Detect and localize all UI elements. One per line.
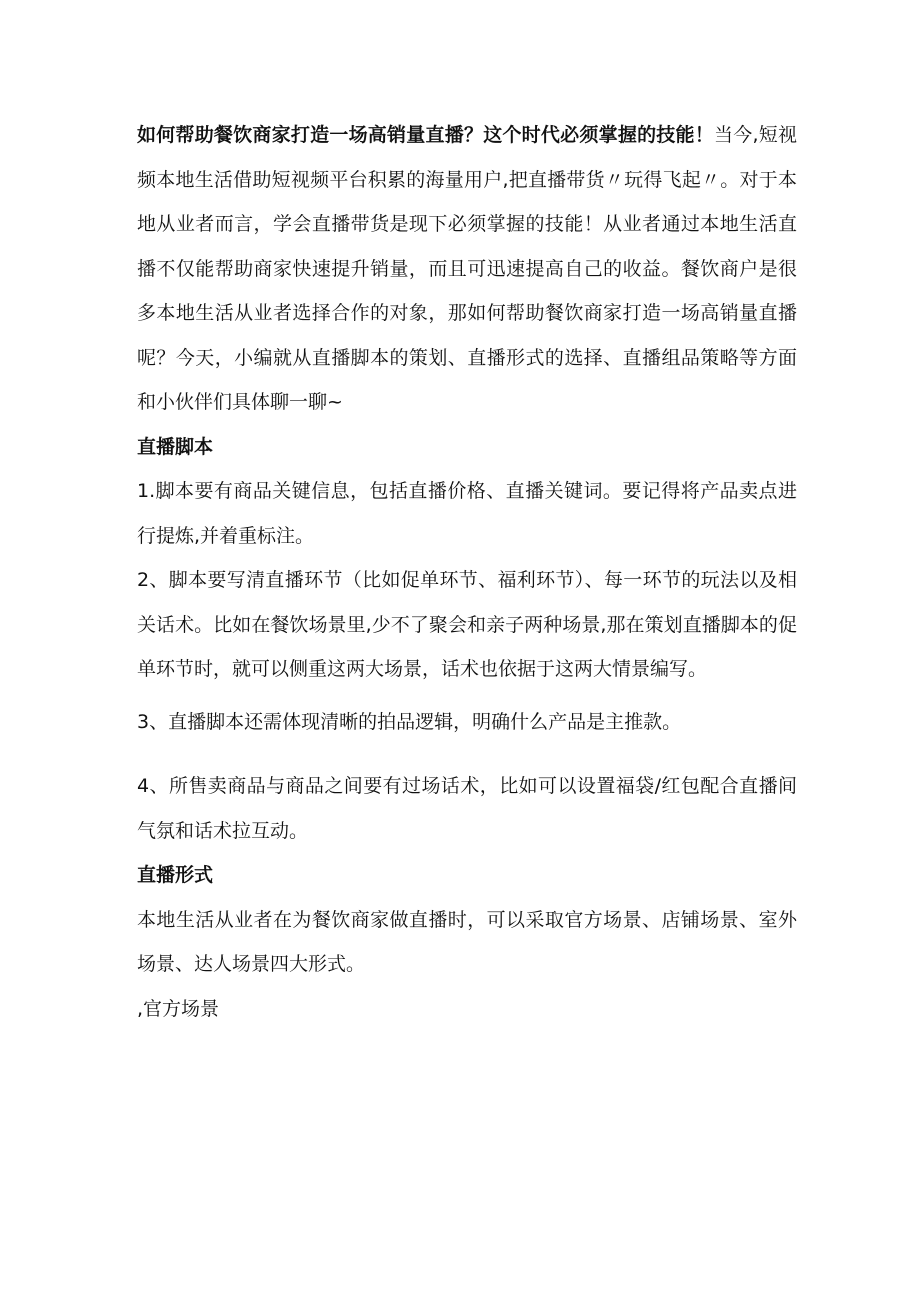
section-heading-format: 直播形式 — [137, 864, 214, 886]
spacer — [137, 692, 797, 700]
format-paragraph: 本地生活从业者在为餐饮商家做直播时，可以采取官方场景、店铺场景、室外场景、达人场景四大形式。 — [137, 908, 797, 975]
intro-paragraph — [137, 113, 797, 425]
intro-text: 当今,短视频本地生活借助短视频平台积累的海量用户,把直播带货〃玩得飞起〃。对于本地从业者而言，学会直播带货是现下必须掌握的技能！从业者通过本地生活直播不仅能帮助商家快速提升销量，而且可迅速提高自己的收益。餐饮商户是很多本地生活从业者选择合作的对象，那如何帮助餐饮商家打造一场高销量直播呢？今天，小编就从直播脚本的策划、直播形式的选择、直播组品策略等方面和小伙伴们具体聊一聊~ — [137, 124, 797, 413]
script-item-1: 1.脚本要有商品关键信息，包括直播价格、直播关键词。要记得将产品卖点进行提炼,并着重标注。 — [137, 480, 797, 547]
article-title: 如何帮助餐饮商家打造一场高销量直播？这个时代必须掌握的技能！ — [137, 124, 715, 146]
script-item-3: 3、直播脚本还需体现清晰的拍品逻辑，明确什么产品是主推款。 — [137, 710, 682, 733]
script-item-4: 4、所售卖商品与商品之间要有过场话术，比如可以设置福袋/红包配合直播间气氛和话术拉互动。 — [137, 775, 797, 842]
document-page — [137, 113, 797, 1031]
section-heading-script: 直播脚本 — [137, 435, 214, 458]
format-subheading: ,官方场景 — [137, 997, 220, 1020]
script-item-2: 2、脚本要写清直播环节（比如促单环节、福利环节）、每一环节的玩法以及相关话术。比如在餐饮场景里,少不了聚会和亲子两种场景,那在策划直播脚本的促单环节时，就可以侧重这两大场景，话术也依据于这两大情景编写。 — [137, 569, 797, 680]
spacer — [137, 744, 797, 764]
